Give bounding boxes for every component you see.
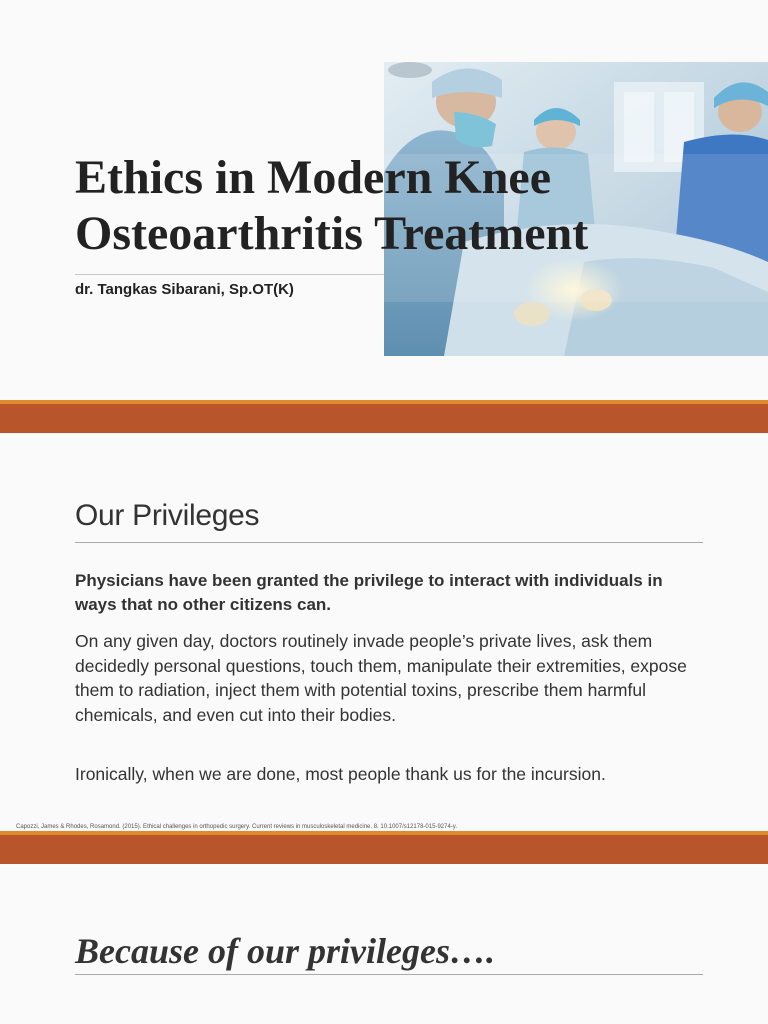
separator-accent-line — [0, 400, 768, 404]
lead-paragraph: Physicians have been granted the privilege to interact with individuals in ways that no other citizens can. — [75, 571, 663, 614]
author-name: dr. Tangkas Sibarani, Sp.OT(K) — [75, 281, 294, 298]
slide-heading: Our Privileges — [75, 499, 260, 532]
heading-divider — [75, 542, 703, 543]
presentation-title — [75, 150, 715, 262]
title-divider — [75, 274, 384, 275]
title-slide — [0, 0, 768, 400]
body-paragraph: On any given day, doctors routinely invade people’s private lives, ask them decidedly personal questions, touch them, manipulate their extremities, expose them to radiation, inject them with potential toxins, prescribe them harmful chemicals, and even cut into their bodies. — [75, 631, 687, 725]
separator-accent-line — [0, 831, 768, 835]
title-line-1: Ethics in Modern Knee — [75, 151, 551, 204]
slide-heading: Because of our privileges…. — [75, 931, 495, 971]
slide-separator-band — [0, 400, 768, 433]
title-line-2: Osteoarthritis Treatment — [75, 207, 589, 260]
because-slide — [0, 864, 768, 1024]
privileges-slide — [0, 433, 768, 833]
slide-separator-band — [0, 831, 768, 864]
heading-divider — [75, 974, 703, 975]
citation-footnote: Capozzi, James & Rhodes, Rosamond. (2015). Ethical challenges in orthopedic surgery. Current reviews in musculoskeletal medicine. 8. 10.1007/s12178-015-9274-y. — [16, 824, 458, 830]
closing-paragraph: Ironically, when we are done, most people thank us for the incursion. — [75, 764, 606, 784]
